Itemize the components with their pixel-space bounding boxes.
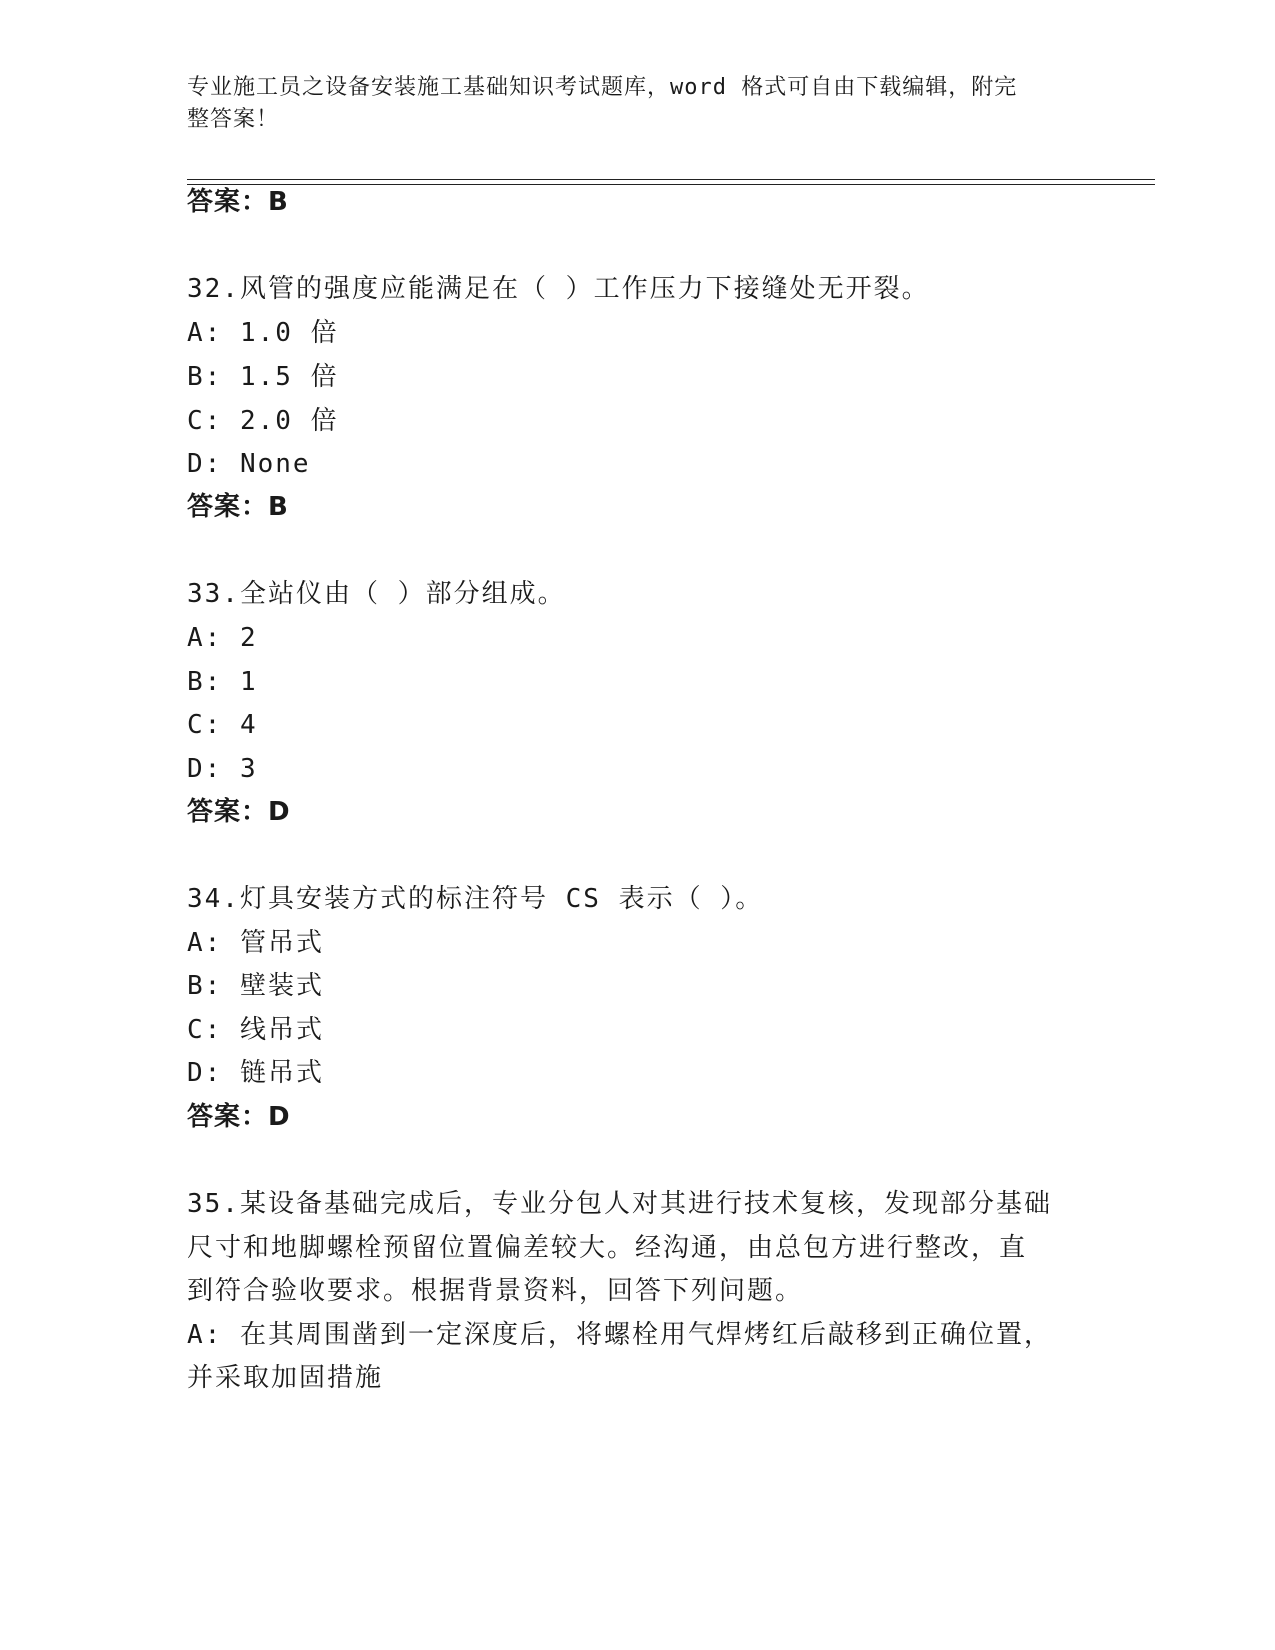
question-stem: 32.风管的强度应能满足在（ ）工作压力下接缝处无开裂。 [187,274,930,304]
option-b: B: 壁装式 [187,971,324,1001]
option-c: C: 线吊式 [187,1015,324,1045]
question-stem: 35.某设备基础完成后，专业分包人对其进行技术复核，发现部分基础 [187,1189,1052,1219]
option-a: A: 管吊式 [187,928,324,958]
header-divider-top [187,179,1155,180]
answer-label: 答案：B [187,492,289,522]
option-a: A: 在其周围凿到一定深度后，将螺栓用气焊烤红后敲移到正确位置， [187,1320,1052,1350]
header-line-1: 专业施工员之设备安装施工基础知识考试题库，word 格式可自由下载编辑，附完 [187,75,1018,100]
answer-label: 答案：D [187,1102,291,1132]
header-divider-bottom [187,184,1155,185]
option-c: C: 4 [187,710,258,740]
option-a: A: 2 [187,623,258,653]
question-stem: 33.全站仪由（ ）部分组成。 [187,579,566,609]
option-a-continued: 并采取加固措施 [187,1363,384,1393]
option-c: C: 2.0 倍 [187,406,339,436]
option-b: B: 1.5 倍 [187,362,339,392]
question-stem-continued: 到符合验收要求。根据背景资料，回答下列问题。 [187,1276,804,1306]
option-d: D: 3 [187,754,258,784]
option-d: D: None [187,449,311,479]
header-line-2: 整答案！ [187,107,280,132]
question-stem: 34.灯具安装方式的标注符号 CS 表示（ ）。 [187,884,764,914]
option-d: D: 链吊式 [187,1058,324,1088]
answer-label: 答案：D [187,797,291,827]
option-a: A: 1.0 倍 [187,318,339,348]
answer-label: 答案：B [187,187,289,217]
question-stem-continued: 尺寸和地脚螺栓预留位置偏差较大。经沟通，由总包方进行整改，直 [187,1233,1028,1263]
document-header [187,72,1067,136]
option-b: B: 1 [187,667,258,697]
